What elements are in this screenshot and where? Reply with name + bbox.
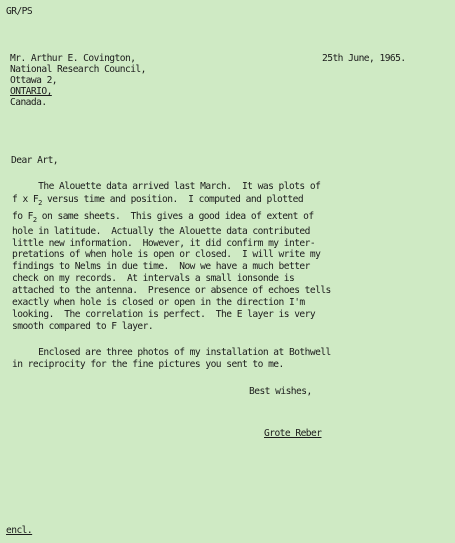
recipient-city: Ottawa 2, xyxy=(10,75,58,86)
subscript: 2 xyxy=(32,216,37,224)
body-line: findings to Nelms in due time. Now we have a much better xyxy=(12,261,310,272)
body-text: on same sheets. This gives a good idea of extent of xyxy=(36,211,314,222)
recipient-country: Canada. xyxy=(10,97,47,108)
body-line: check on my records. At intervals a small ionsonde is xyxy=(12,273,295,284)
salutation: Dear Art, xyxy=(11,155,59,166)
recipient-name: Mr. Arthur E. Covington, xyxy=(10,53,136,64)
body-line: pretations of when hole is open or closed. I will write my xyxy=(12,249,321,260)
body-line: smooth compared to F layer. xyxy=(12,321,154,332)
recipient-organization: National Research Council, xyxy=(10,64,146,75)
letter-date: 25th June, 1965. xyxy=(322,53,406,64)
body-line: hole in latitude. Actually the Alouette data contributed xyxy=(12,226,310,237)
signature-name: Grote Reber xyxy=(264,428,322,439)
body-text: fo F xyxy=(12,211,33,222)
recipient-province: ONTARIO, xyxy=(10,86,52,97)
body-text: versus time and position. I computed and plotted xyxy=(41,194,304,205)
closing: Best wishes, xyxy=(249,386,312,397)
body-line: The Alouette data arrived last March. It was plots of xyxy=(12,181,321,192)
body-line xyxy=(12,194,303,206)
body-line: looking. The correlation is perfect. The E layer is very xyxy=(12,309,316,320)
body-line: attached to the antenna. Presence or absence of echoes tells xyxy=(12,285,331,296)
reference-initials: GR/PS xyxy=(6,6,33,17)
body-line: Enclosed are three photos of my installation at Bothwell xyxy=(12,347,331,358)
subscript: 2 xyxy=(38,199,42,207)
body-line: in reciprocity for the fine pictures you sent to me. xyxy=(12,359,284,370)
body-line: exactly when hole is closed or open in the direction I'm xyxy=(12,297,305,308)
body-text: f x F xyxy=(12,194,39,205)
body-line: little new information. However, it did confirm my inter- xyxy=(12,238,316,249)
body-line xyxy=(12,211,314,223)
enclosure-note: encl. xyxy=(6,525,33,536)
